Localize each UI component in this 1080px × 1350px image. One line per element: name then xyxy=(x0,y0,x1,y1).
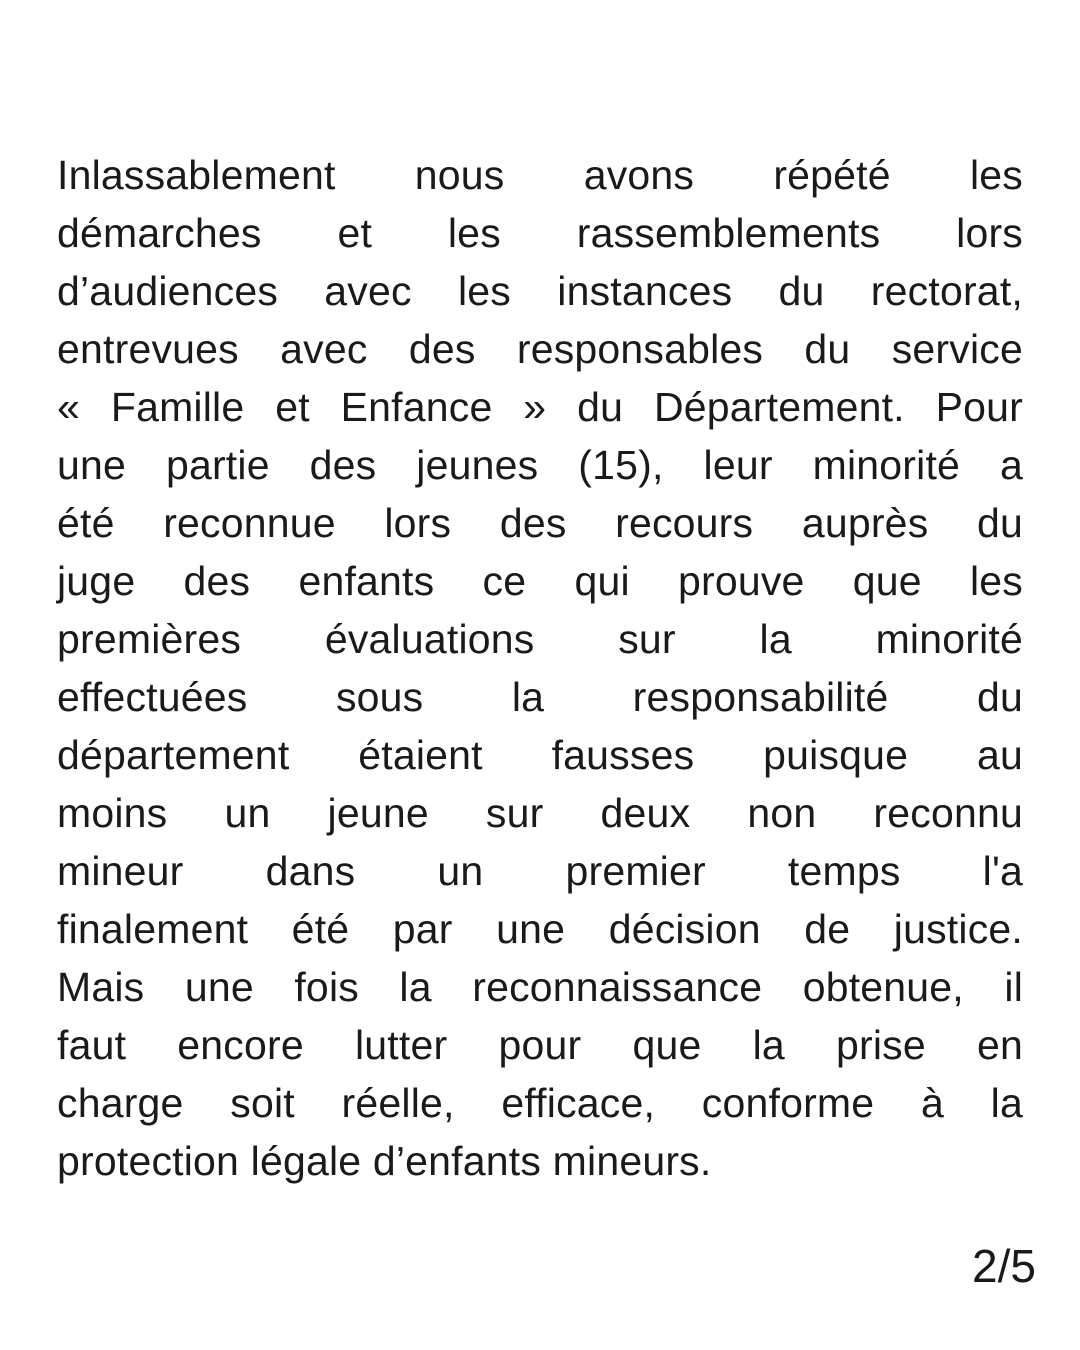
text-line: « Famille et Enfance » du Département. Pour xyxy=(57,384,1023,430)
text-line: Inlassablement nous avons répété les xyxy=(57,152,1023,198)
text-line: entrevues avec des responsables du service xyxy=(57,326,1023,372)
text-line: protection légale d’enfants mineurs. xyxy=(57,1138,712,1184)
text-line: premières évaluations sur la minorité xyxy=(57,616,1023,662)
text-line: mineur dans un premier temps l'a xyxy=(57,848,1023,894)
text-line: charge soit réelle, efficace, conforme à la xyxy=(57,1080,1023,1126)
text-line: été reconnue lors des recours auprès du xyxy=(57,500,1023,546)
text-line: département étaient fausses puisque au xyxy=(57,732,1023,778)
text-line: une partie des jeunes (15), leur minorité a xyxy=(57,442,1023,488)
text-line: juge des enfants ce qui prouve que les xyxy=(57,558,1023,604)
text-line: faut encore lutter pour que la prise en xyxy=(57,1022,1023,1068)
text-line: Mais une fois la reconnaissance obtenue, il xyxy=(57,964,1023,1010)
text-line: d’audiences avec les instances du rectorat, xyxy=(57,268,1023,314)
text-line: moins un jeune sur deux non reconnu xyxy=(57,790,1023,836)
text-line: démarches et les rassemblements lors xyxy=(57,210,1023,256)
body-text xyxy=(57,146,1023,1190)
text-line: finalement été par une décision de justice. xyxy=(57,906,1023,952)
page-number: 2/5 xyxy=(972,1240,1036,1292)
text-line: effectuées sous la responsabilité du xyxy=(57,674,1023,720)
